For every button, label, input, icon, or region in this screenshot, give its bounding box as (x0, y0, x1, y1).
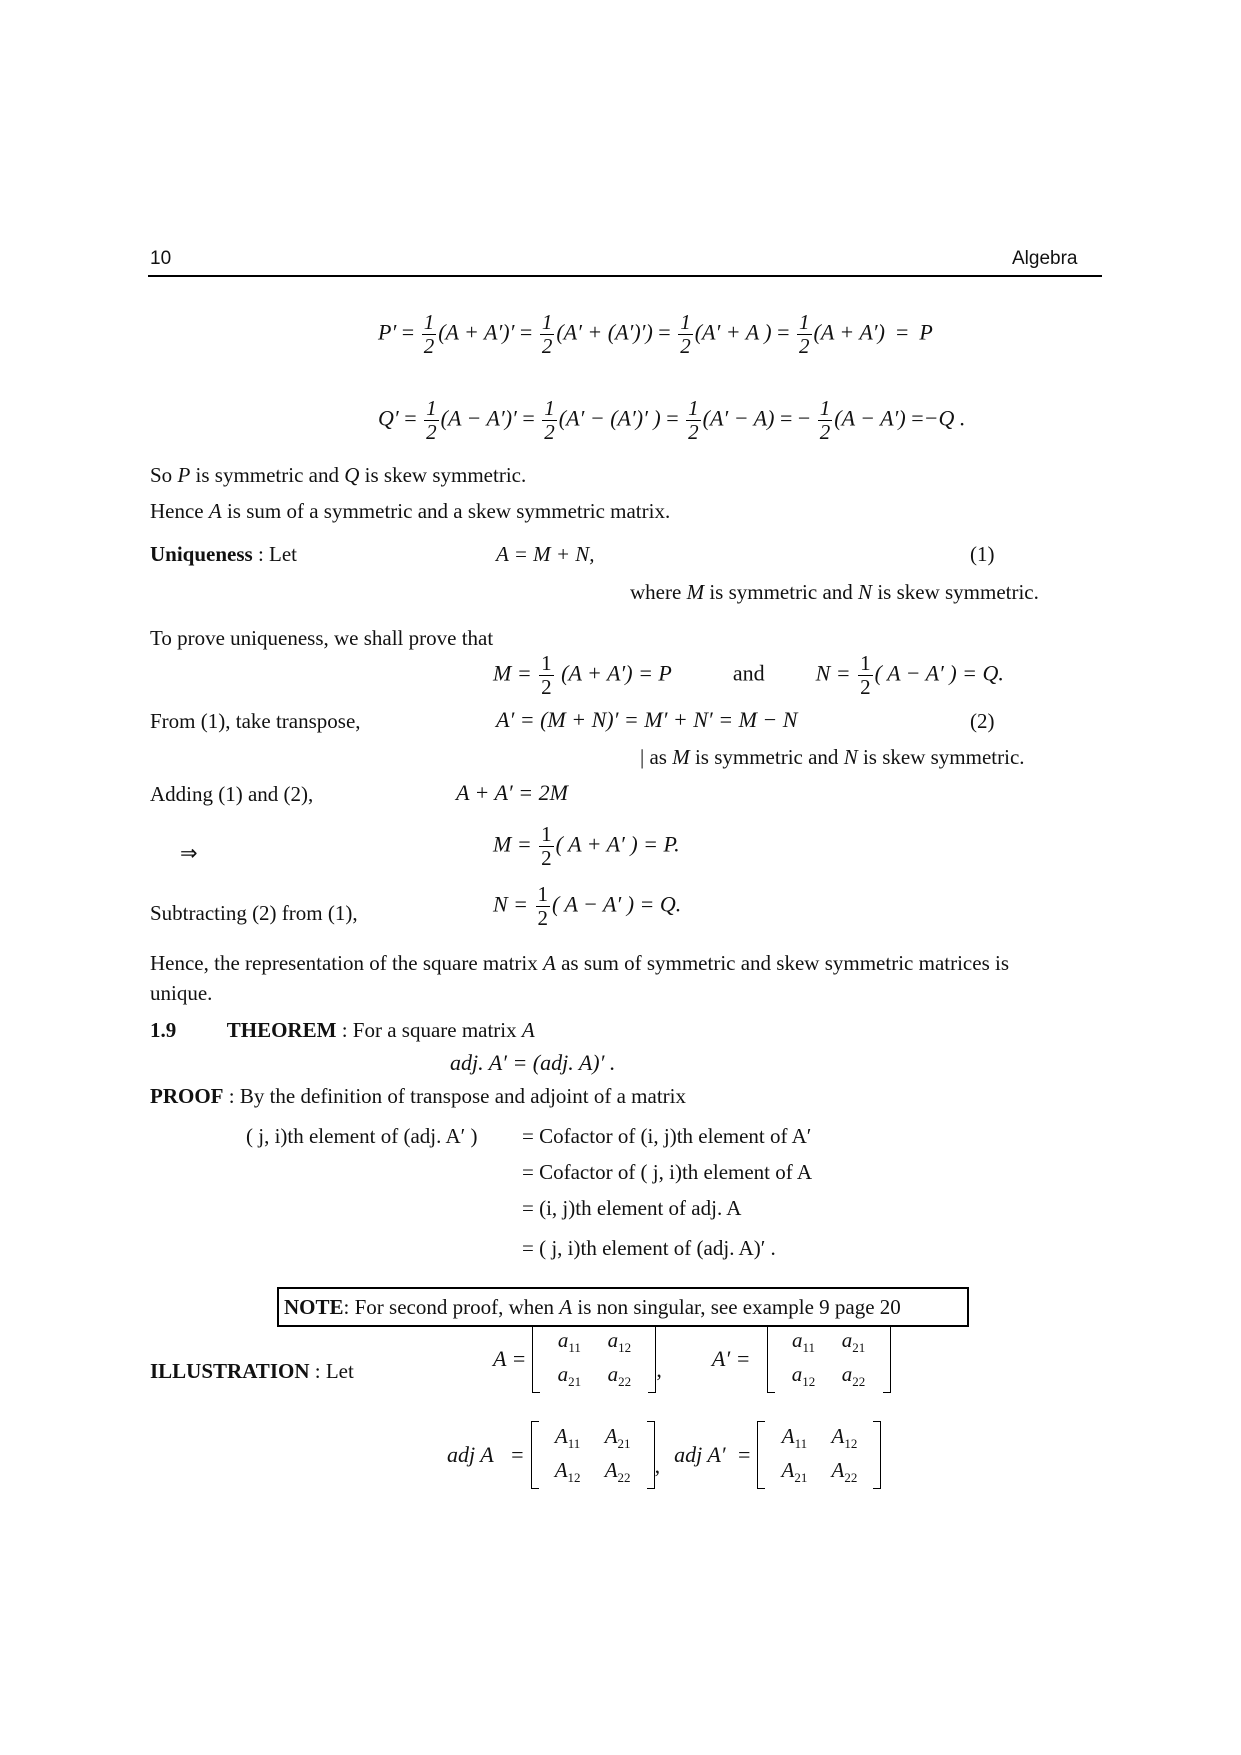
matrix-entry-index: 12 (844, 1436, 858, 1452)
matrix-entry-index: 21 (852, 1340, 866, 1356)
left-bracket (531, 1421, 539, 1489)
matrix-entry: $A_{21}$ (781, 1457, 808, 1486)
adding-label: Adding (1) and (2), (150, 782, 314, 806)
eq-sign: = (404, 405, 417, 431)
matrix-entry: $a_{22}$ (607, 1361, 632, 1390)
var-a: A (543, 951, 556, 975)
adding-equation: A + A′ = 2M (456, 780, 568, 805)
comma: , (654, 1453, 661, 1478)
eq-term: (A − A′) (834, 405, 906, 431)
eq-lhs: P′ (378, 319, 397, 345)
var-m: M (672, 745, 690, 769)
eq-lhs: M = (493, 660, 532, 686)
num: 1 (541, 822, 552, 846)
eq-sign: = (522, 405, 535, 431)
proof-line-1-rhs: = Cofactor of (i, j)th element of A′ (522, 1124, 812, 1148)
right-bracket (647, 1421, 655, 1489)
eq-term: (A′ + A ) (694, 319, 772, 345)
theorem-statement: adj. A′ = (adj. A)′ . (450, 1050, 616, 1075)
eq-term: (A′ − A) (702, 405, 775, 431)
as-clause (640, 744, 1025, 770)
fraction-half (424, 398, 439, 443)
text: | as (640, 745, 667, 769)
equation-2: A′ = (M + N)′ = M′ + N′ = M − N (496, 707, 798, 732)
matrix-a-prime (767, 1325, 891, 1393)
matrix-entry-index: 22 (618, 1374, 632, 1390)
text: is skew symmetric. (364, 463, 527, 487)
proof-heading (150, 1083, 686, 1109)
theorem-heading (150, 1017, 535, 1043)
eq-sign: = (666, 405, 679, 431)
fraction-half (686, 398, 701, 443)
den: 2 (688, 420, 699, 444)
subtract-label: Subtracting (2) from (1), (150, 901, 358, 925)
var-a: A (559, 1295, 573, 1319)
eq-lhs: M = (493, 831, 532, 857)
eq-result: P (919, 319, 933, 345)
n-result (493, 884, 681, 929)
eq-term: (A + A′) (813, 319, 885, 345)
equation-tag-2: (2) (970, 709, 995, 733)
m-result (493, 824, 680, 869)
text: is symmetric and (195, 463, 339, 487)
matrix-entry-index: 22 (844, 1470, 858, 1486)
sum-statement (150, 498, 670, 524)
theorem-number: 1.9 (150, 1018, 177, 1042)
var-m: M (686, 580, 705, 604)
matrix-entry-index: 12 (802, 1374, 816, 1390)
illustration-label: ILLUSTRATION (150, 1359, 310, 1383)
uniqueness-heading (150, 541, 297, 567)
matrix-entry: $A_{12}$ (831, 1423, 858, 1452)
var-a: A (208, 499, 222, 523)
eq-rhs: ( A − A′ ) = Q. (874, 660, 1004, 686)
matrix-adj-a-prime (757, 1421, 881, 1489)
conclusion-line-1 (150, 950, 1009, 976)
text: : For second proof, when (343, 1295, 555, 1319)
left-bracket (757, 1421, 765, 1489)
eq-sign: = (895, 319, 909, 345)
note-label: NOTE (284, 1295, 344, 1319)
text: is skew symmetric. (862, 745, 1025, 769)
text: So (150, 463, 173, 487)
proof-line-1-lhs: ( j, i)th element of (adj. A′ ) (246, 1124, 478, 1148)
prove-statement: To prove uniqueness, we shall prove that (150, 626, 494, 650)
var-p: P (177, 463, 191, 487)
eq-sign: = (401, 319, 415, 345)
eq-sign: = (911, 405, 924, 431)
num: 1 (860, 651, 871, 675)
matrix-entry: $A_{22}$ (831, 1457, 858, 1486)
den: 2 (544, 420, 555, 444)
matrix-grid (765, 1421, 873, 1489)
matrix-entry: $A_{11}$ (781, 1423, 808, 1452)
text: is symmetric and (694, 745, 839, 769)
uniqueness-label: Uniqueness (150, 542, 253, 566)
text: Hence (150, 499, 204, 523)
num: 1 (423, 310, 435, 334)
den: 2 (537, 906, 549, 930)
matrix-a-block (493, 1325, 891, 1393)
den: 2 (426, 420, 437, 444)
var-a: A (521, 1018, 535, 1042)
text: : By the definition of transpose and adjoint of a matrix (228, 1084, 686, 1108)
eq-lhs: A′ = (711, 1346, 751, 1371)
illustration-heading (150, 1358, 354, 1384)
matrix-entry-index: 21 (617, 1436, 631, 1452)
num: 1 (799, 310, 810, 334)
left-bracket (767, 1325, 775, 1393)
text: is skew symmetric. (877, 580, 1039, 604)
eq-term: (A − A′)′ (440, 405, 517, 431)
equation-tag-1: (1) (970, 542, 995, 566)
matrix-grid (775, 1325, 883, 1393)
matrix-entry: $a_{11}$ (791, 1327, 816, 1356)
den: 2 (860, 675, 871, 699)
right-bracket (873, 1421, 881, 1489)
fraction-half (539, 824, 554, 869)
eq-sign: = (658, 319, 671, 345)
num: 1 (819, 396, 831, 420)
text: where (630, 580, 682, 604)
q-prime-equation (378, 398, 965, 443)
matrix-entry: $a_{21}$ (557, 1361, 582, 1390)
matrix-entry-index: 22 (617, 1470, 631, 1486)
eq-term: (A + A′)′ (438, 319, 515, 345)
num: 1 (544, 396, 555, 420)
conclusion-line-2: unique. (150, 981, 213, 1005)
matrix-entry-index: 11 (794, 1436, 808, 1452)
text: is symmetric and (709, 580, 853, 604)
den: 2 (680, 334, 691, 358)
where-clause (630, 579, 1039, 605)
num: 1 (537, 882, 549, 906)
minus-sign: − (797, 405, 811, 431)
matrix-entry: $a_{12}$ (791, 1361, 816, 1390)
eq-lhs: N = (815, 660, 851, 686)
fraction-half (797, 312, 812, 357)
eq-sign: = (519, 319, 533, 345)
text: is non singular, see example 9 page 20 (577, 1295, 901, 1319)
fraction-half (858, 653, 873, 698)
matrix-entry: $a_{11}$ (557, 1327, 581, 1356)
eq-lhs: adj A′ = (674, 1442, 752, 1467)
and-word: and (732, 660, 765, 686)
matrix-entry-index: 11 (568, 1340, 581, 1356)
eq-result: −Q . (923, 405, 966, 431)
text: Hence, the representation of the square matrix (150, 951, 538, 975)
den: 2 (541, 675, 552, 699)
den: 2 (541, 334, 553, 358)
left-bracket (532, 1325, 540, 1393)
matrix-entry: $a_{21}$ (841, 1327, 866, 1356)
eq-sign: = (777, 319, 790, 345)
matrix-adj-a (531, 1421, 655, 1489)
p-prime-equation (378, 312, 933, 357)
fraction-half (818, 398, 833, 443)
matrix-entry-index: 11 (567, 1436, 581, 1452)
var-n: N (858, 580, 873, 604)
eq-rhs: ( A + A′ ) = P. (555, 831, 680, 857)
proof-line-2-rhs: = Cofactor of ( j, i)th element of A (522, 1160, 813, 1184)
matrix-entry-index: 12 (567, 1470, 581, 1486)
fraction-half (539, 653, 554, 698)
eq-lhs: A = (493, 1346, 527, 1371)
matrix-grid (540, 1325, 648, 1393)
eq-term: (A′ + (A′)′) (556, 319, 653, 345)
running-title: Algebra (1012, 248, 1078, 269)
matrix-entry: $A_{22}$ (604, 1457, 631, 1486)
matrix-entry-index: 21 (568, 1374, 582, 1390)
den: 2 (819, 420, 831, 444)
fraction-half (678, 312, 693, 357)
transpose-label: From (1), take transpose, (150, 709, 361, 733)
right-bracket (883, 1325, 891, 1393)
text: as sum of symmetric and skew symmetric matrices is (561, 951, 1009, 975)
theorem-label: THEOREM (226, 1018, 337, 1042)
proof-line-3-rhs: = (i, j)th element of adj. A (522, 1196, 742, 1220)
den: 2 (541, 846, 552, 870)
den: 2 (423, 334, 435, 358)
fraction-half (536, 884, 551, 929)
eq-lhs: adj A = (447, 1442, 525, 1467)
text: : Let (257, 542, 298, 566)
right-bracket (648, 1325, 656, 1393)
matrix-grid (539, 1421, 647, 1489)
implies-arrow: ⇒ (180, 841, 198, 865)
matrix-entry: $A_{11}$ (554, 1423, 581, 1452)
var-q: Q (344, 463, 360, 487)
note-text (284, 1294, 901, 1320)
fraction-half (542, 398, 557, 443)
proof-label: PROOF (150, 1084, 224, 1108)
matrix-entry-index: 22 (852, 1374, 866, 1390)
symmetric-statement (150, 462, 526, 488)
var-n: N (843, 745, 858, 769)
matrix-entry: $A_{12}$ (554, 1457, 581, 1486)
equation-1: A = M + N, (496, 542, 595, 566)
matrix-entry-index: 21 (794, 1470, 808, 1486)
eq-lhs: N = (493, 891, 529, 917)
eq-rhs: ( A − A′ ) = Q. (552, 891, 682, 917)
text: is sum of a symmetric and a skew symmetric matrix. (226, 499, 671, 523)
m-n-definition (493, 653, 1004, 698)
matrix-adj-block (447, 1421, 881, 1489)
proof-line-4-rhs: = ( j, i)th element of (adj. A)′ . (522, 1236, 776, 1260)
page-number: 10 (150, 248, 172, 269)
text: : Let (314, 1359, 354, 1383)
num: 1 (688, 396, 699, 420)
num: 1 (426, 396, 437, 420)
matrix-entry: $a_{12}$ (607, 1327, 632, 1356)
eq-sign: = (779, 405, 793, 431)
matrix-entry-index: 11 (802, 1340, 816, 1356)
matrix-entry: $a_{22}$ (841, 1361, 866, 1390)
den: 2 (799, 334, 810, 358)
comma: , (656, 1357, 662, 1382)
matrix-a (532, 1325, 656, 1393)
fraction-half (540, 312, 555, 357)
num: 1 (541, 651, 552, 675)
fraction-half (422, 312, 437, 357)
eq-term: (A′ − (A′)′ ) (558, 405, 661, 431)
header-rule (148, 275, 1102, 277)
num: 1 (680, 310, 691, 334)
eq-lhs: Q′ (378, 405, 399, 431)
text: : For a square matrix (341, 1018, 517, 1042)
matrix-entry-index: 12 (618, 1340, 632, 1356)
matrix-entry: $A_{21}$ (604, 1423, 631, 1452)
num: 1 (541, 310, 553, 334)
eq-rhs: (A + A′) = P (561, 660, 672, 686)
